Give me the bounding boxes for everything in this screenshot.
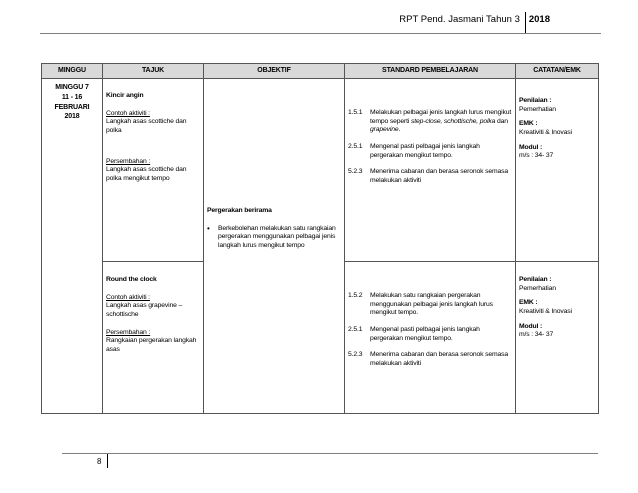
page-header xyxy=(399,12,550,34)
standard-cell xyxy=(345,262,516,414)
emk-text: Kreativiti & Inovasi xyxy=(519,308,572,316)
tajuk-title: Kincir angin xyxy=(106,92,144,99)
standard-text: Menerima cabaran dan berasa seronok semasa melakukan aktiviti xyxy=(370,168,509,185)
lesson-plan-table xyxy=(41,63,599,414)
minggu-cell xyxy=(42,79,103,414)
modul-text: m/s : 34- 37 xyxy=(519,331,554,339)
tajuk-cell xyxy=(103,262,204,414)
standard-item xyxy=(348,326,512,343)
standard-number: 1.5.2 xyxy=(348,292,363,299)
footer-rule xyxy=(62,453,598,454)
aktiviti-text: Langkah asas scottiche dan polka xyxy=(106,118,187,135)
aktiviti-text: Langkah asas grapevine – schottische xyxy=(106,302,183,319)
standard-text: Melakukan pelbagai jenis langkah lurus mengikut tempo seperti step-close, schottische, polka dan grapevine. xyxy=(370,109,512,134)
persembahan-label: Persembahan : xyxy=(106,157,151,165)
modul-text: m/s : 34- 37 xyxy=(519,152,554,160)
standard-number: 2.5.1 xyxy=(348,326,363,334)
bullet-icon: • xyxy=(207,223,210,233)
footer-divider xyxy=(107,454,108,468)
standard-number: 1.5.1 xyxy=(348,109,363,116)
emk-label: EMK : xyxy=(519,299,538,307)
standard-number: 5.2.3 xyxy=(348,351,363,359)
emk-text: Kreativiti & Inovasi xyxy=(519,129,572,137)
col-header-minggu: MINGGU xyxy=(42,64,103,79)
standard-text: Mengenal pasti pelbagai jenis langkah pergerakan mengikut tempo. xyxy=(370,143,480,159)
header-title: RPT Pend. Jasmani Tahun 3 xyxy=(399,14,520,25)
standard-item xyxy=(348,292,512,318)
tajuk-cell xyxy=(103,79,204,262)
standard-text: Melakukan satu rangkaian pergerakan menggunakan pelbagai jenis langkah lurus mengikut tempo. xyxy=(370,292,493,317)
tajuk-title: Round the clock xyxy=(106,276,157,283)
col-header-catatan: CATATAN/EMK xyxy=(516,64,599,79)
header-divider xyxy=(525,12,526,34)
standard-text: Mengenal pasti pelbagai jenis langkah pergerakan mengikut tempo. xyxy=(370,326,480,342)
minggu-dates: 11 - 16 xyxy=(61,93,83,101)
objektif-title: Pergerakan berirama xyxy=(207,207,272,214)
penilaian-text: Pemerhatian xyxy=(519,105,556,113)
standard-item xyxy=(348,168,512,185)
aktiviti-label: Contoh aktiviti : xyxy=(106,109,150,117)
col-header-standard: STANDARD PEMBELAJARAN xyxy=(345,64,516,79)
catatan-cell xyxy=(516,79,599,262)
standard-text: Menerima cabaran dan berasa seronok semasa melakukan aktiviti xyxy=(370,351,509,368)
standard-number: 5.2.3 xyxy=(348,168,363,176)
persembahan-text: Langkah asas scottiche dan polka mengikut tempo xyxy=(106,166,187,183)
page-number: 8 xyxy=(97,457,102,466)
col-header-objektif: OBJEKTIF xyxy=(204,64,345,79)
aktiviti-label: Contoh aktiviti : xyxy=(106,293,150,301)
table-header-row xyxy=(42,64,599,79)
penilaian-text: Pemerhatian xyxy=(519,284,556,292)
table-row xyxy=(42,79,599,262)
standard-item xyxy=(348,109,512,135)
header-year: 2018 xyxy=(528,14,550,25)
header-rule xyxy=(40,33,601,34)
persembahan-label: Persembahan : xyxy=(106,328,151,336)
minggu-month: FEBRUARI xyxy=(54,103,90,111)
standard-item xyxy=(348,351,512,368)
catatan-cell xyxy=(516,262,599,414)
modul-label: Modul : xyxy=(519,143,543,151)
penilaian-label: Penilaian : xyxy=(519,276,552,283)
objektif-cell xyxy=(204,79,345,414)
standard-number: 2.5.1 xyxy=(348,143,363,151)
emk-label: EMK : xyxy=(519,120,538,128)
modul-label: Modul : xyxy=(519,322,543,330)
standard-cell xyxy=(345,79,516,262)
standard-item xyxy=(348,143,512,160)
objektif-bullet xyxy=(207,225,341,251)
persembahan-text: Rangkaian pergerakan langkah asas xyxy=(106,337,197,354)
col-header-tajuk: TAJUK xyxy=(103,64,204,79)
penilaian-label: Penilaian : xyxy=(519,97,552,104)
minggu-year: 2018 xyxy=(64,113,80,121)
objektif-bullet-text: Berkebolehan melakukan satu rangkaian pergerakan menggunakan pelbagai jenis langkah lurus mengikut tempo xyxy=(218,224,336,250)
minggu-week: MINGGU 7 xyxy=(55,84,89,91)
